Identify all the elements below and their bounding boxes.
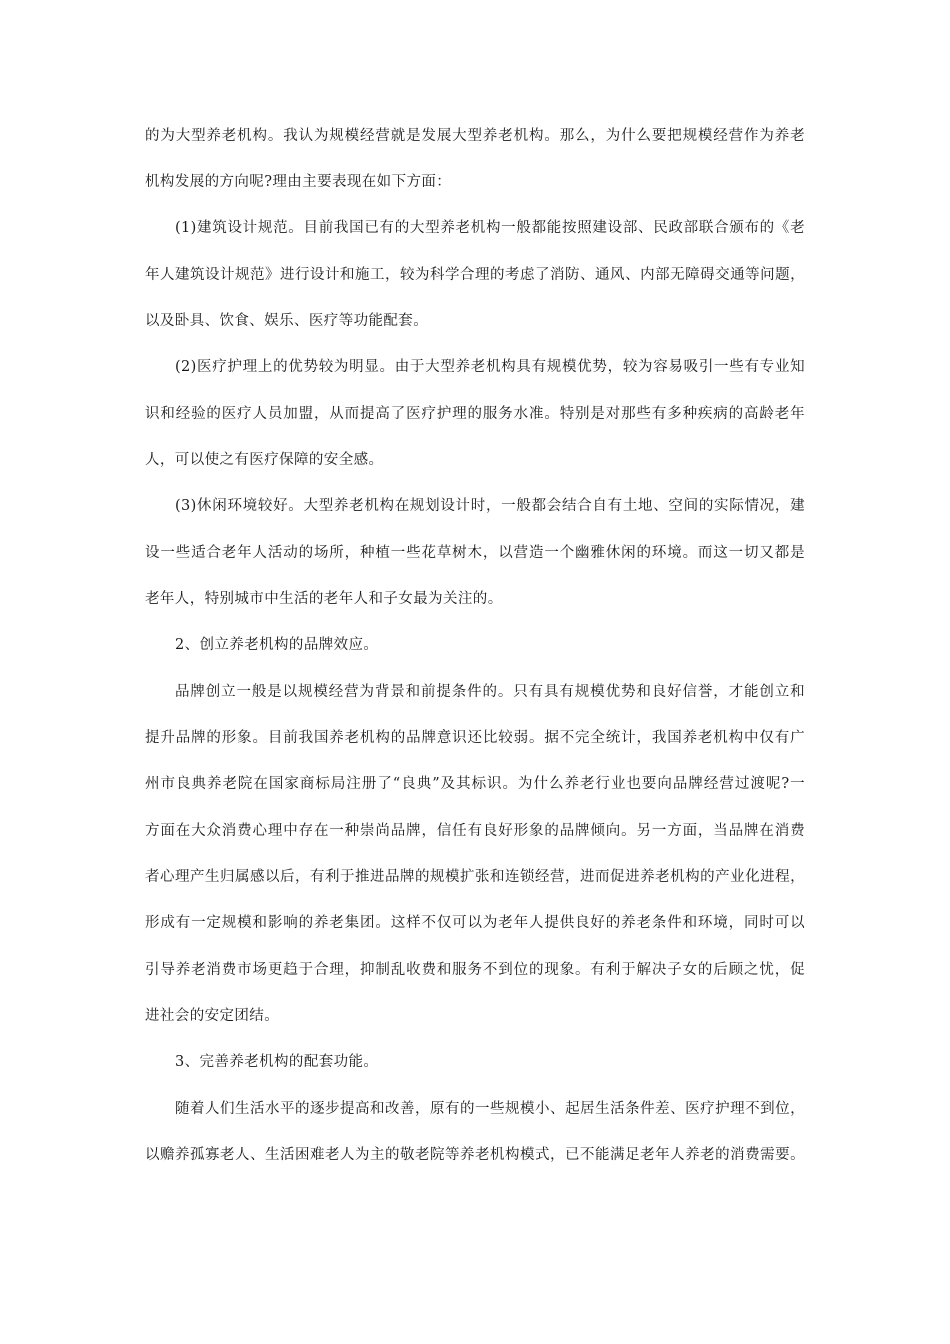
- text-line: 方面在大众消费心理中存在一种崇尚品牌，信任有良好形象的品牌倾向。另一方面，当品牌在消费: [145, 823, 805, 839]
- text-line: 形成有一定规模和影响的养老集团。这样不仅可以为老年人提供良好的养老条件和环境，同时可以: [145, 915, 805, 931]
- text-line: 人，可以使之有医疗保障的安全感。: [145, 452, 384, 468]
- text-line: 年人建筑设计规范》进行设计和施工，较为科学合理的考虑了消防、通风、内部无障碍交通等问题，: [145, 267, 805, 283]
- text-line: 识和经验的医疗人员加盟，从而提高了医疗护理的服务水准。特别是对那些有多种疾病的高龄老年: [145, 406, 805, 422]
- text-line: 设一些适合老年人活动的场所，种植一些花草树木，以营造一个幽雅休闲的环境。而这一切又都是: [145, 545, 805, 561]
- text-line: (1)建筑设计规范。目前我国已有的大型养老机构一般都能按照建设部、民政部联合颁布的《老: [175, 220, 805, 236]
- section-heading: 2、创立养老机构的品牌效应。: [175, 637, 379, 653]
- text-line: 随着人们生活水平的逐步提高和改善，原有的一些规模小、起居生活条件差、医疗护理不到位，: [175, 1101, 805, 1117]
- text-line: 品牌创立一般是以规模经营为背景和前提条件的。只有具有规模优势和良好信誉，才能创立和: [175, 684, 805, 700]
- text-line: 的为大型养老机构。我认为规模经营就是发展大型养老机构。那么，为什么要把规模经营作为养老: [145, 128, 805, 144]
- text-line: (3)休闲环境较好。大型养老机构在规划设计时，一般都会结合自有土地、空间的实际情况，建: [175, 498, 805, 514]
- text-line: 州市良典养老院在国家商标局注册了“良典”及其标识。为什么养老行业也要向品牌经营过渡呢?一: [145, 776, 805, 792]
- text-line: 引导养老消费市场更趋于合理，抑制乱收费和服务不到位的现象。有利于解决子女的后顾之忧，促: [145, 962, 805, 978]
- text-line: 以赡养孤寡老人、生活困难老人为主的敬老院等养老机构模式，已不能满足老年人养老的消费需要。: [145, 1147, 805, 1163]
- section-heading: 3、完善养老机构的配套功能。: [175, 1054, 379, 1070]
- text-line: 者心理产生归属感以后，有利于推进品牌的规模扩张和连锁经营，进而促进养老机构的产业化进程，: [145, 869, 805, 885]
- text-line: 以及卧具、饮食、娱乐、医疗等功能配套。: [145, 313, 429, 329]
- text-line: (2)医疗护理上的优势较为明显。由于大型养老机构具有规模优势，较为容易吸引一些有专业知: [175, 359, 805, 375]
- text-line: 提升品牌的形象。目前我国养老机构的品牌意识还比较弱。据不完全统计，我国养老机构中仅有广: [145, 730, 805, 746]
- text-line: 老年人，特别城市中生活的老年人和子女最为关注的。: [145, 591, 503, 607]
- text-line: 机构发展的方向呢?理由主要表现在如下方面：: [145, 174, 452, 190]
- text-line: 进社会的安定团结。: [145, 1008, 280, 1024]
